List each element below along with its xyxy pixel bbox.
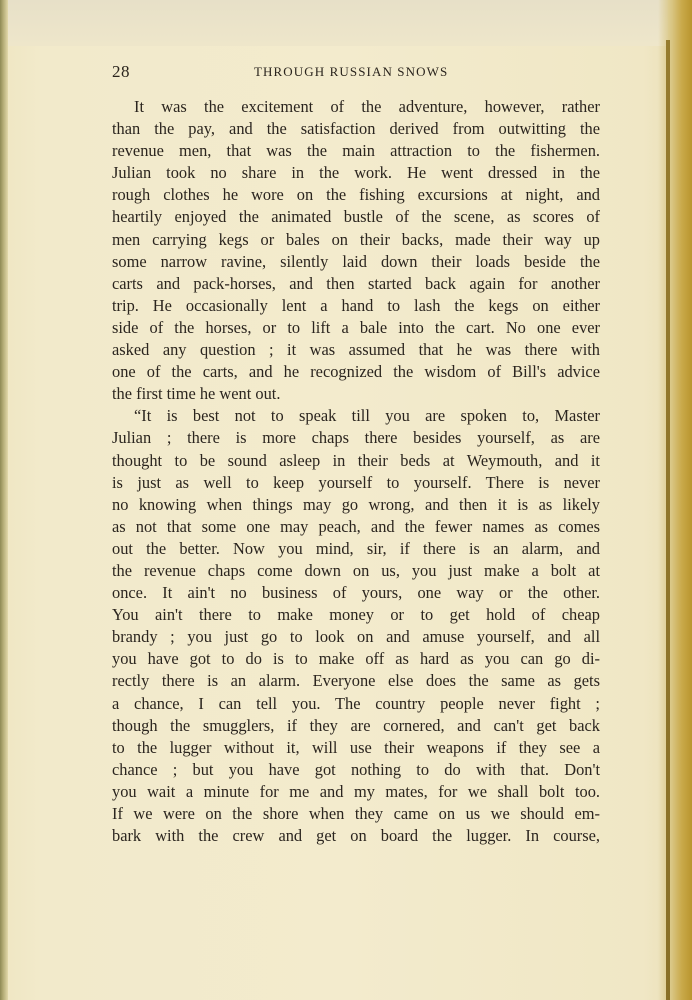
page-left-edge <box>0 0 8 1000</box>
body-text <box>112 96 600 847</box>
text-line: “It is best not to speak till you are spoken to, Master <box>134 406 600 426</box>
text-line: It was the excitement of the adventure, however, rather <box>134 97 600 116</box>
text-line: brandy ; you just go to look on and amuse yourself, and all <box>112 627 600 647</box>
text-line: bark with the crew and get on board the lugger. In course, <box>112 826 600 846</box>
page-right-edge <box>658 0 692 1000</box>
text-line: You ain't there to make money or to get hold of cheap <box>112 605 600 625</box>
text-line: rectly there is an alarm. Everyone else does the same as gets <box>112 671 600 691</box>
text-line: one of the carts, and he recognized the wisdom of Bill's advice <box>112 362 600 382</box>
running-head: THROUGH RUSSIAN SNOWS <box>254 64 449 79</box>
text-line: a chance, I can tell you. The country people never fight ; <box>112 693 600 713</box>
text-line: trip. He occasionally lent a hand to lash the kegs on either <box>112 295 600 315</box>
text-line: once. It ain't no business of yours, one way or the other. <box>112 583 600 603</box>
text-line: out the better. Now you mind, sir, if there is an alarm, and <box>112 538 600 558</box>
text-line: though the smugglers, if they are cornered, and can't get back <box>112 715 600 735</box>
text-line: as not that some one may peach, and the fewer names as comes <box>112 516 600 536</box>
text-line: you have got to do is to make off as hard as you can go di- <box>112 649 600 669</box>
top-margin-band <box>8 0 668 46</box>
text-line: asked any question ; it was assumed that he was there with <box>112 340 600 360</box>
text-line: men carrying kegs or bales on their backs, made their way up <box>112 229 600 249</box>
text-line: no knowing when things may go wrong, and then it is as likely <box>112 494 600 514</box>
text-line: you wait a minute for me and my mates, for we shall bolt too. <box>112 781 600 801</box>
text-line: Julian ; there is more chaps there besides yourself, as are <box>112 428 600 448</box>
text-line: If we were on the shore when they came on us we should em- <box>112 804 600 823</box>
text-line: thought to be sound asleep in their beds at Weymouth, and it <box>112 450 600 470</box>
text-line: chance ; but you have got nothing to do with that. Don't <box>112 759 600 779</box>
text-line: to the lugger without it, will use their weapons if they see a <box>112 737 600 757</box>
text-line: than the pay, and the satisfaction derived from outwitting the <box>112 119 600 139</box>
text-line: heartily enjoyed the animated bustle of the scene, as scores of <box>112 207 600 227</box>
text-line: is just as well to keep yourself to yourself. There is never <box>112 472 600 492</box>
text-line: some narrow ravine, silently laid down their loads beside the <box>112 251 600 271</box>
page-number: 28 <box>112 62 130 81</box>
page-header <box>112 62 612 84</box>
binding-shadow <box>666 40 670 1000</box>
text-line: the revenue chaps come down on us, you just make a bolt at <box>112 560 600 580</box>
text-line: the first time he went out. <box>112 384 281 404</box>
text-line: carts and pack-horses, and then started back again for another <box>112 273 600 293</box>
text-line: rough clothes he wore on the fishing excursions at night, and <box>112 185 600 205</box>
text-line: Julian took no share in the work. He went dressed in the <box>112 163 600 183</box>
text-line: side of the horses, or to lift a bale into the cart. No one ever <box>112 317 600 337</box>
text-line: revenue men, that was the main attraction to the fishermen. <box>112 141 600 161</box>
